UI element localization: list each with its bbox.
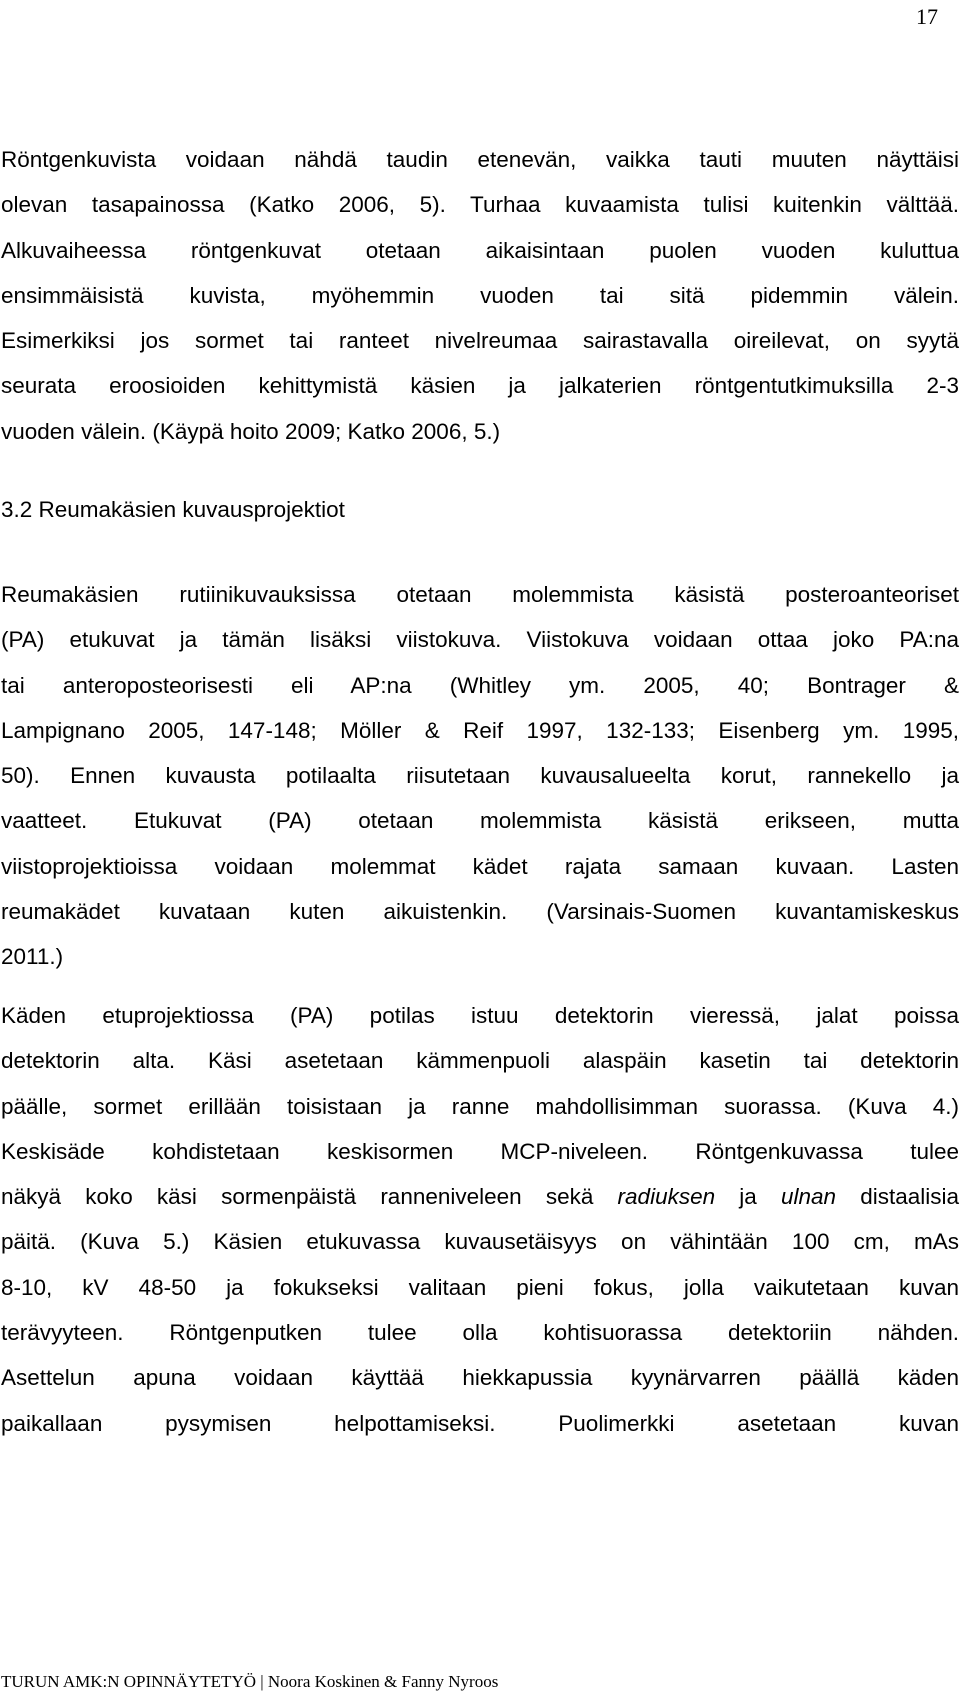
- text-line: seurata eroosioiden kehittymistä käsien ja jalkaterien röntgentutkimuksilla 2-3: [1, 373, 959, 399]
- text-line: Käden etuprojektiossa (PA) potilas istuu detektorin vieressä, jalat poissa: [1, 1003, 959, 1028]
- page-number: 17: [916, 4, 938, 29]
- text-line: Keskisäde kohdistetaan keskisormen MCP-niveleen. Röntgenkuvassa tulee: [1, 1138, 959, 1164]
- italic-term: radiuksen: [617, 1184, 716, 1210]
- text-line: Alkuvaiheessa röntgenkuvat otetaan aikaisintaan puolen vuoden kuluttua: [1, 237, 959, 263]
- text-line: viistoprojektioissa voidaan molemmat kädet rajata samaan kuvaan. Lasten: [1, 853, 959, 879]
- text-line: detektorin alta. Käsi asetetaan kämmenpuoli alaspäin kasetin tai detektorin: [1, 1048, 959, 1074]
- text-line: Esimerkiksi jos sormet tai ranteet nivelreumaa sairastavalla oireilevat, on syytä: [1, 328, 959, 354]
- text-line: ensimmäisistä kuvista, myöhemmin vuoden tai sitä pidemmin välein.: [1, 282, 959, 308]
- text-line: 8-10, kV 48-50 ja fokukseksi valitaan pieni fokus, jolla vaikutetaan kuvan: [1, 1274, 959, 1300]
- italic-term: ulnan: [780, 1184, 837, 1210]
- text-line: 50). Ennen kuvausta potilaalta riisutetaan kuvausalueelta korut, rannekello ja: [1, 763, 959, 789]
- section-heading: 3.2 Reumakäsien kuvausprojektiot: [1, 497, 345, 522]
- text-line: Lampignano 2005, 147-148; Möller & Reif 1997, 132-133; Eisenberg ym. 1995,: [1, 717, 959, 743]
- text-segment: ja: [715, 1184, 781, 1210]
- text-line: terävyyteen. Röntgenputken tulee olla kohtisuorassa detektoriin nähden.: [1, 1320, 959, 1346]
- text-line: reumakädet kuvataan kuten aikuistenkin. (Varsinais-Suomen kuvantamiskeskus: [1, 899, 959, 925]
- text-line: päälle, sormet erillään toisistaan ja ranne mahdollisimman suorassa. (Kuva 4.): [1, 1093, 959, 1119]
- text-line: päitä. (Kuva 5.) Käsien etukuvassa kuvausetäisyys on vähintään 100 cm, mAs: [1, 1229, 959, 1255]
- text-line: tai anteroposteorisesti eli AP:na (Whitley ym. 2005, 40; Bontrager &: [1, 672, 959, 698]
- footer: TURUN AMK:N OPINNÄYTETYÖ | Noora Koskinen & Fanny Nyroos: [1, 1672, 499, 1691]
- text-line: vuoden välein. (Käypä hoito 2009; Katko 2006, 5.): [1, 418, 501, 444]
- text-line: vaatteet. Etukuvat (PA) otetaan molemmista käsistä erikseen, mutta: [1, 808, 959, 834]
- text-segment: distaalisia: [836, 1184, 959, 1210]
- text-line: Röntgenkuvista voidaan nähdä taudin etenevän, vaikka tauti muuten näyttäisi: [1, 147, 959, 172]
- text-line: 2011.): [1, 944, 64, 970]
- text-segment: näkyä koko käsi sormenpäistä ranneniveleen sekä: [1, 1184, 618, 1210]
- text-line: [0, 1174, 960, 1219]
- text-line: olevan tasapainossa (Katko 2006, 5). Turhaa kuvaamista tulisi kuitenkin välttää.: [1, 192, 959, 218]
- text-line: Reumakäsien rutiinikuvauksissa otetaan molemmista käsistä posteroanteoriset: [1, 582, 959, 607]
- text-line: paikallaan pysymisen helpottamiseksi. Puolimerkki asetetaan kuvan: [1, 1410, 959, 1436]
- paragraph-2: [0, 572, 960, 980]
- paragraph-1: [0, 137, 960, 454]
- paragraph-3: [0, 993, 960, 1446]
- text-line: (PA) etukuvat ja tämän lisäksi viistokuva. Viistokuva voidaan ottaa joko PA:na: [1, 627, 959, 653]
- text-line: Asettelun apuna voidaan käyttää hiekkapussia kyynärvarren päällä käden: [1, 1365, 959, 1391]
